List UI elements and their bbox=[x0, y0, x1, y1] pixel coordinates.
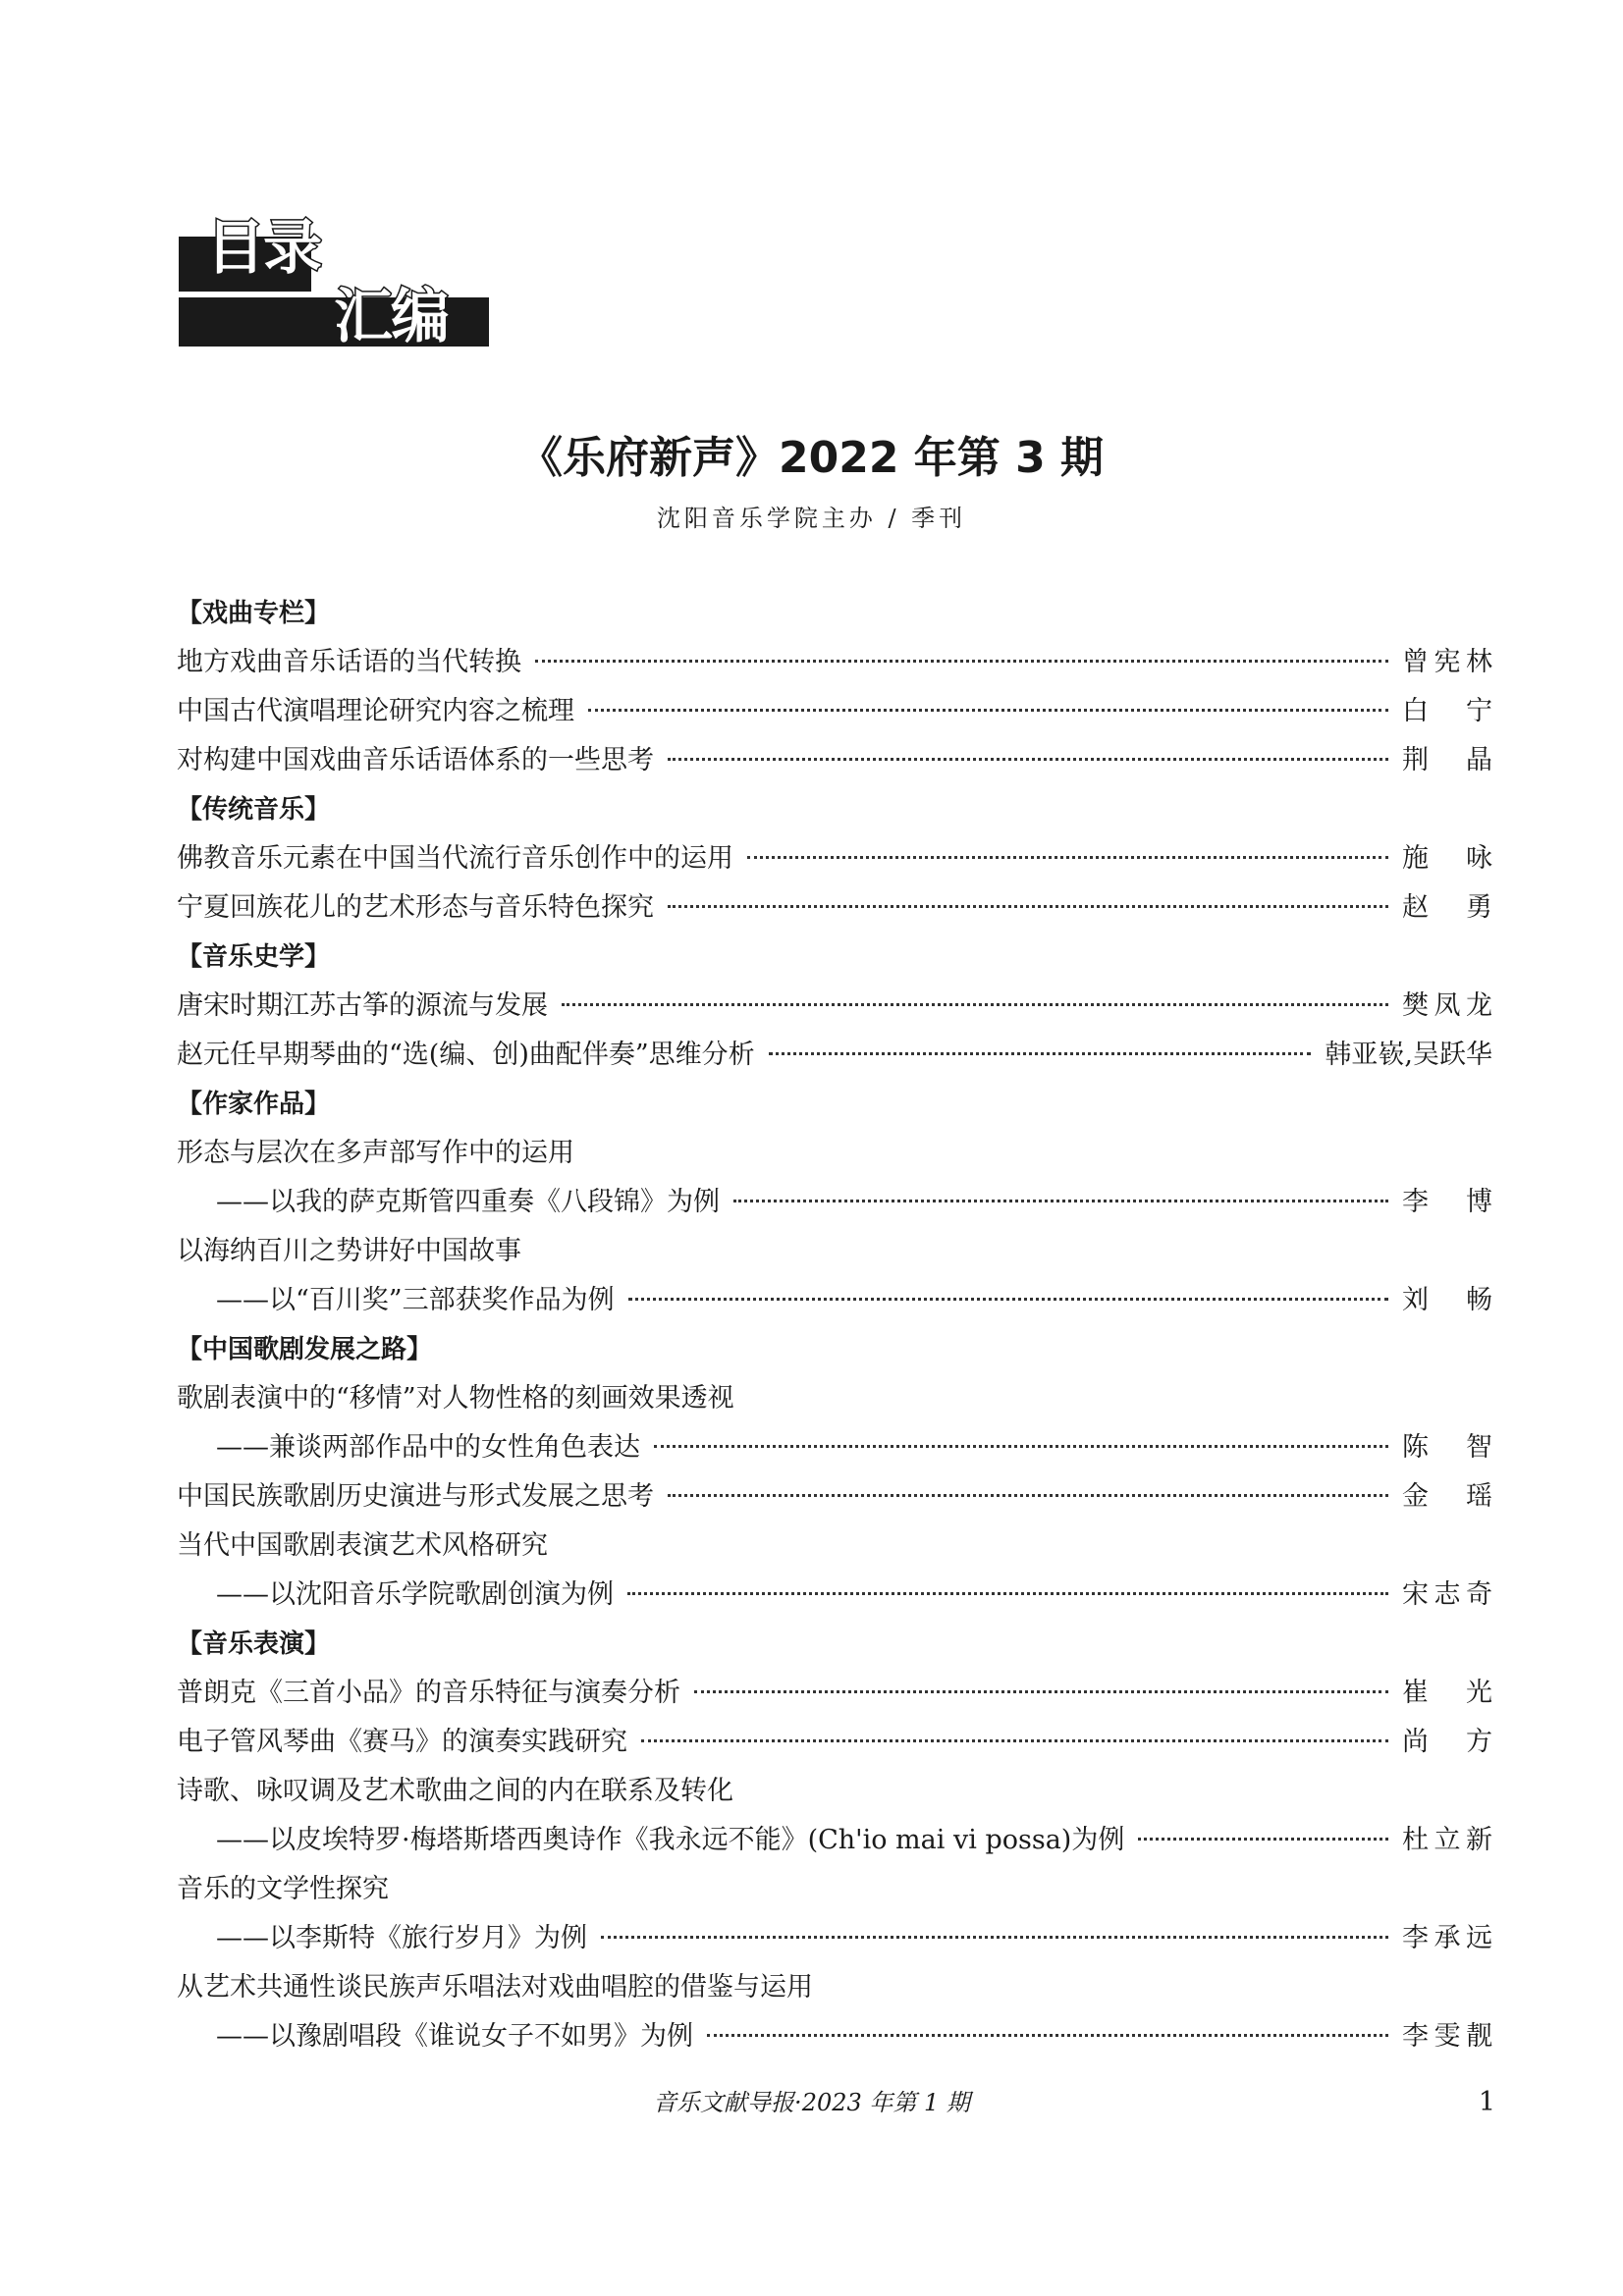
toc-entry-title: ——兼谈两部作品中的女性角色表达 bbox=[216, 1432, 640, 1463]
toc-subentry bbox=[177, 1571, 1492, 1620]
journal-subtitle: 沈阳音乐学院主办 / 季刊 bbox=[656, 505, 967, 532]
toc-subentry bbox=[177, 1423, 1492, 1472]
toc-entry-author: 施 咏 bbox=[1402, 843, 1492, 874]
toc-entry-author: 金 瑶 bbox=[1402, 1481, 1492, 1512]
toc-entry bbox=[177, 1669, 1492, 1718]
toc-title-line: 以海纳百川之势讲好中国故事 bbox=[177, 1236, 521, 1266]
toc-entry bbox=[177, 883, 1492, 933]
toc-entry-title: 唐宋时期江苏古筝的源流与发展 bbox=[177, 990, 548, 1021]
toc-entry-author: 宋志奇 bbox=[1402, 1579, 1492, 1610]
toc-entry-title: ——以沈阳音乐学院歌剧创演为例 bbox=[216, 1579, 614, 1610]
toc-entry bbox=[177, 687, 1492, 736]
toc-entry-title: 宁夏回族花儿的艺术形态与音乐特色探究 bbox=[177, 892, 654, 923]
toc-entry bbox=[177, 638, 1492, 687]
toc-entry bbox=[177, 982, 1492, 1031]
toc-section-heading: 【传统音乐】 bbox=[177, 795, 331, 825]
dot-leader bbox=[628, 1298, 1388, 1301]
toc-entry-title: 电子管风琴曲《赛马》的演奏实践研究 bbox=[177, 1727, 627, 1757]
toc-entry-title: ——以豫剧唱段《谁说女子不如男》为例 bbox=[216, 2021, 693, 2052]
toc-entry-title: 中国民族歌剧历史演进与形式发展之思考 bbox=[177, 1481, 654, 1512]
toc-subentry bbox=[177, 1816, 1492, 1865]
toc-entry-title: ——以我的萨克斯管四重奏《八段锦》为例 bbox=[216, 1187, 720, 1217]
toc-entry-title: 中国古代演唱理论研究内容之梳理 bbox=[177, 696, 574, 726]
toc-entry-author: 杜立新 bbox=[1402, 1825, 1492, 1855]
toc-entry-author: 陈 智 bbox=[1402, 1432, 1492, 1463]
toc-entry-author: 韩亚嵚,吴跃华 bbox=[1325, 1040, 1492, 1070]
dot-leader bbox=[654, 1445, 1388, 1448]
toc-entry-title: 对构建中国戏曲音乐话语体系的一些思考 bbox=[177, 745, 654, 775]
toc-entry-author: 荆 晶 bbox=[1402, 745, 1492, 775]
dot-leader bbox=[668, 758, 1388, 761]
dot-leader bbox=[694, 1690, 1388, 1693]
dot-leader bbox=[562, 1003, 1388, 1006]
badge-text-line1: 目录 bbox=[206, 214, 320, 283]
toc-title-line: 歌剧表演中的“移情”对人物性格的刻画效果透视 bbox=[177, 1383, 734, 1414]
dot-leader bbox=[588, 709, 1388, 712]
dot-leader bbox=[668, 1494, 1388, 1497]
dot-leader bbox=[601, 1936, 1388, 1939]
toc-entry-author: 尚 方 bbox=[1402, 1727, 1492, 1757]
dot-leader bbox=[747, 856, 1388, 859]
toc-entry-author: 李雯靓 bbox=[1402, 2021, 1492, 2052]
toc-entry-author: 白 宁 bbox=[1402, 696, 1492, 726]
toc-entry bbox=[177, 1718, 1492, 1767]
toc-subentry bbox=[177, 1914, 1492, 1963]
page-footer: 音乐文献导报·2023 年第 1 期 bbox=[653, 2089, 970, 2116]
dot-leader bbox=[733, 1200, 1388, 1202]
toc-entry-author: 崔 光 bbox=[1402, 1678, 1492, 1708]
toc-subentry bbox=[177, 1276, 1492, 1325]
badge-text-line2: 汇编 bbox=[334, 283, 448, 351]
toc-entry-title: 赵元任早期琴曲的“选(编、创)曲配伴奏”思维分析 bbox=[177, 1040, 755, 1070]
toc-section-heading: 【音乐表演】 bbox=[177, 1629, 331, 1659]
toc-title-line: 形态与层次在多声部写作中的运用 bbox=[177, 1138, 574, 1168]
dot-leader bbox=[1138, 1838, 1388, 1841]
toc-entry-title: 普朗克《三首小品》的音乐特征与演奏分析 bbox=[177, 1678, 680, 1708]
dot-leader bbox=[627, 1592, 1388, 1595]
toc-entry-author: 刘 畅 bbox=[1402, 1285, 1492, 1315]
toc-section-heading: 【音乐史学】 bbox=[177, 942, 331, 972]
toc-entry bbox=[177, 1472, 1492, 1522]
page-number: 1 bbox=[1478, 2087, 1495, 2117]
dot-leader bbox=[769, 1052, 1312, 1055]
dot-leader bbox=[535, 660, 1388, 663]
toc-subentry bbox=[177, 1178, 1492, 1227]
toc-entry-author: 李 博 bbox=[1402, 1187, 1492, 1217]
toc-section-heading: 【作家作品】 bbox=[177, 1090, 331, 1119]
dot-leader bbox=[641, 1739, 1388, 1742]
toc-entry-title: ——以李斯特《旅行岁月》为例 bbox=[216, 1923, 587, 1953]
toc-section-heading: 【戏曲专栏】 bbox=[177, 599, 331, 628]
toc-title-line: 诗歌、咏叹调及艺术歌曲之间的内在联系及转化 bbox=[177, 1776, 733, 1806]
toc-entry-author: 樊凤龙 bbox=[1402, 990, 1492, 1021]
toc-entry-author: 曾宪林 bbox=[1402, 647, 1492, 677]
dot-leader bbox=[668, 905, 1388, 908]
toc-subentry bbox=[177, 2012, 1492, 2061]
table-of-contents bbox=[177, 589, 1492, 2061]
toc-entry-title: 地方戏曲音乐话语的当代转换 bbox=[177, 647, 521, 677]
toc-title-line: 当代中国歌剧表演艺术风格研究 bbox=[177, 1530, 548, 1561]
toc-entry-title: ——以“百川奖”三部获奖作品为例 bbox=[216, 1285, 615, 1315]
toc-entry bbox=[177, 834, 1492, 883]
toc-entry-author: 赵 勇 bbox=[1402, 892, 1492, 923]
toc-entry-author: 李承远 bbox=[1402, 1923, 1492, 1953]
section-badge bbox=[179, 209, 489, 356]
toc-entry-title: ——以皮埃特罗·梅塔斯塔西奥诗作《我永远不能》(Ch'io mai vi possa)为例 bbox=[216, 1825, 1125, 1855]
toc-title-line: 从艺术共通性谈民族声乐唱法对戏曲唱腔的借鉴与运用 bbox=[177, 1972, 813, 2002]
toc-section-heading: 【中国歌剧发展之路】 bbox=[177, 1335, 433, 1364]
toc-title-line: 音乐的文学性探究 bbox=[177, 1874, 389, 1904]
dot-leader bbox=[707, 2034, 1388, 2037]
toc-entry bbox=[177, 1031, 1492, 1080]
toc-entry-title: 佛教音乐元素在中国当代流行音乐创作中的运用 bbox=[177, 843, 733, 874]
toc-entry bbox=[177, 736, 1492, 785]
journal-title: 《乐府新声》2022 年第 3 期 bbox=[518, 433, 1105, 483]
